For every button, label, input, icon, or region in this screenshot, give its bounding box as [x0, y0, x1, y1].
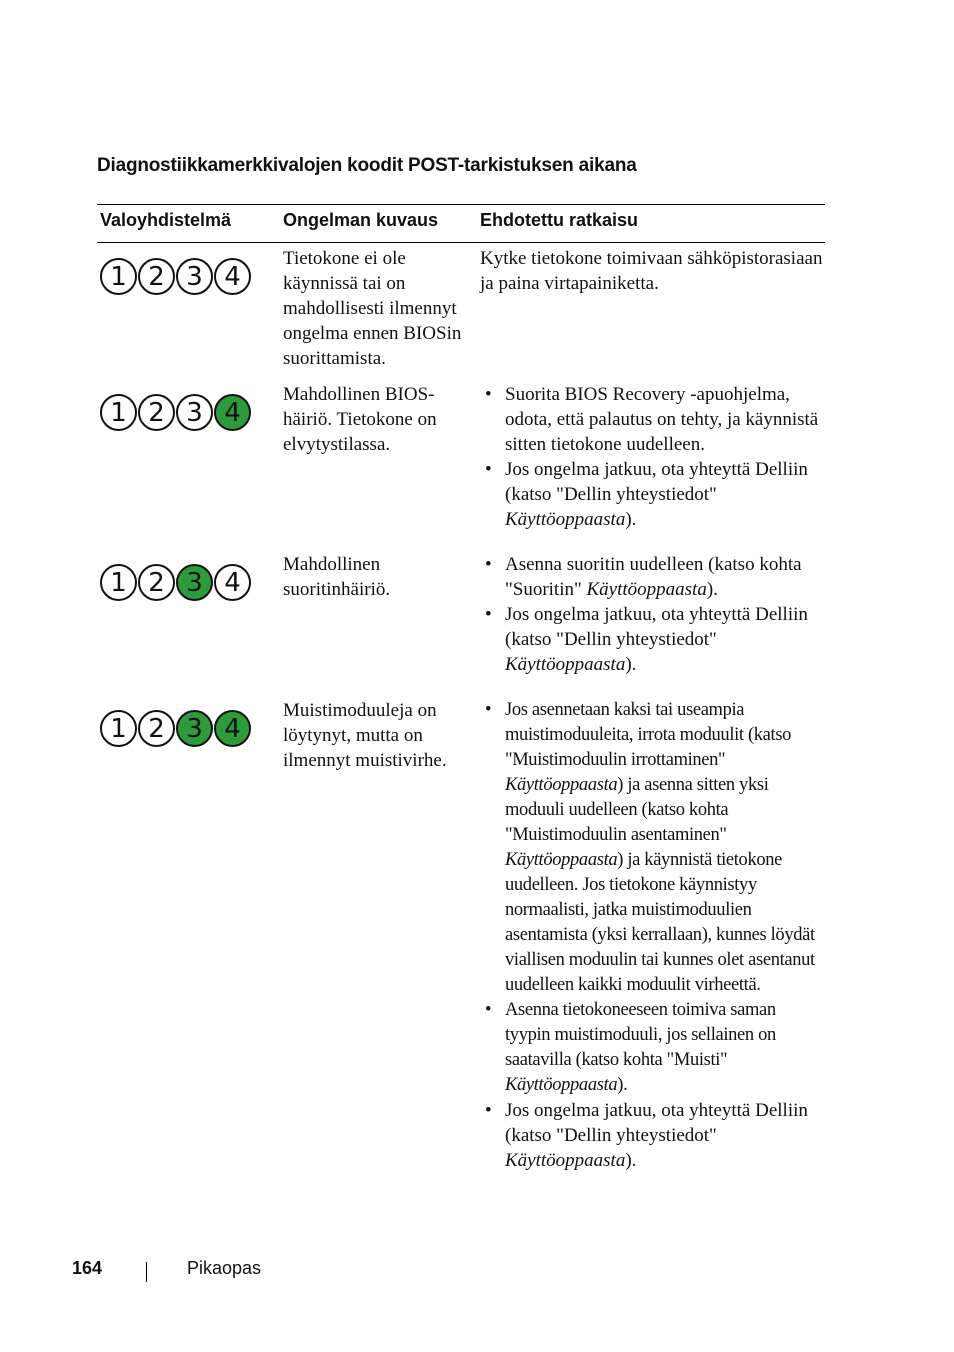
light-pattern	[100, 394, 251, 431]
problem-description: Mahdollinen BIOS-häiriö. Tietokone on elvytystilassa.	[283, 384, 437, 455]
diagnostic-light-2: 2	[138, 564, 175, 601]
light-pattern	[100, 258, 251, 295]
diagnostic-light-3: 3	[176, 394, 213, 431]
diagnostic-light-4: 4	[214, 710, 251, 747]
header-light-combination: Valoyhdistelmä	[100, 210, 232, 230]
solution-bullet: • Jos ongelma jatkuu, ota yhteyttä Delliin (katso "Dellin yhteystiedot" Käyttöoppaasta).	[480, 1098, 825, 1173]
light-pattern	[100, 564, 251, 601]
manual-reference: Käyttöoppaasta	[505, 654, 626, 675]
footer-divider	[146, 1262, 147, 1282]
section-title: Diagnostiikkamerkkivalojen koodit POST-tarkistuksen aikana	[97, 155, 637, 176]
solution-bullet: • Jos ongelma jatkuu, ota yhteyttä Delliin (katso "Dellin yhteystiedot" Käyttöoppaasta).	[480, 602, 825, 677]
diagnostic-light-3: 3	[176, 710, 213, 747]
diagnostic-light-3: 3	[176, 258, 213, 295]
solution-bullet: • Jos asennetaan kaksi tai useampia muistimoduuleita, irrota moduulit (katso "Muistimoduulin irrottaminen" Käyttöoppaasta) ja asenna sitten yksi moduuli uudelleen (katso kohta "Muistimoduulin asentaminen" Käyttöoppaasta) ja käynnistä tietokone uudelleen. Jos tietokone käynnistyy normaalisti, jatka muistimoduulien asentamista (yksi kerrallaan), kunnes löydät viallisen moduulin tai kunnes olet asentanut uudelleen kaikki moduulit virheettä.	[480, 698, 825, 998]
manual-reference: Käyttöoppaasta	[505, 775, 618, 795]
diagnostic-light-2: 2	[138, 258, 175, 295]
manual-reference: Käyttöoppaasta	[505, 1075, 618, 1095]
header-problem-description: Ongelman kuvaus	[283, 210, 439, 230]
diagnostic-light-1: 1	[100, 710, 137, 747]
diagnostic-lights-table	[97, 204, 825, 1171]
solution-text: Kytke tietokone toimivaan sähköpistorasiaan ja paina virtapainiketta.	[480, 248, 823, 294]
solution-list	[480, 382, 825, 532]
diagnostic-light-4: 4	[214, 258, 251, 295]
solution-list	[480, 552, 825, 677]
solution-bullet: • Asenna suoritin uudelleen (katso kohta "Suoritin" Käyttöoppaasta).	[480, 552, 825, 602]
solution-list	[480, 698, 825, 1173]
manual-reference: Käyttöoppaasta	[586, 579, 707, 600]
header-suggested-solution: Ehdotettu ratkaisu	[480, 210, 639, 230]
problem-description: Mahdollinen suoritinhäiriö.	[283, 554, 391, 600]
document-title: Pikaopas	[187, 1258, 262, 1278]
solution-bullet: • Asenna tietokoneeseen toimiva saman tyypin muistimoduuli, jos sellainen on saatavilla (katso kohta "Muisti" Käyttöoppaasta).	[480, 998, 825, 1098]
table-header	[97, 204, 825, 243]
manual-reference: Käyttöoppaasta	[505, 850, 618, 870]
solution-bullet: • Jos ongelma jatkuu, ota yhteyttä Delliin (katso "Dellin yhteystiedot" Käyttöoppaasta).	[480, 457, 825, 532]
light-pattern	[100, 710, 251, 747]
manual-reference: Käyttöoppaasta	[505, 509, 626, 530]
diagnostic-light-2: 2	[138, 394, 175, 431]
problem-description: Tietokone ei ole käynnissä tai on mahdollisesti ilmennyt ongelma ennen BIOSin suorittamista.	[283, 248, 462, 369]
diagnostic-light-1: 1	[100, 394, 137, 431]
diagnostic-light-4: 4	[214, 564, 251, 601]
diagnostic-light-4: 4	[214, 394, 251, 431]
solution-bullet: • Suorita BIOS Recovery -apuohjelma, odota, että palautus on tehty, ja käynnistä sitten tietokone uudelleen.	[480, 382, 825, 457]
diagnostic-light-3: 3	[176, 564, 213, 601]
diagnostic-light-1: 1	[100, 258, 137, 295]
diagnostic-light-1: 1	[100, 564, 137, 601]
manual-reference: Käyttöoppaasta	[505, 1150, 626, 1171]
diagnostic-light-2: 2	[138, 710, 175, 747]
page-number: 164	[72, 1258, 103, 1278]
problem-description: Muistimoduuleja on löytynyt, mutta on ilmennyt muistivirhe.	[283, 700, 447, 771]
